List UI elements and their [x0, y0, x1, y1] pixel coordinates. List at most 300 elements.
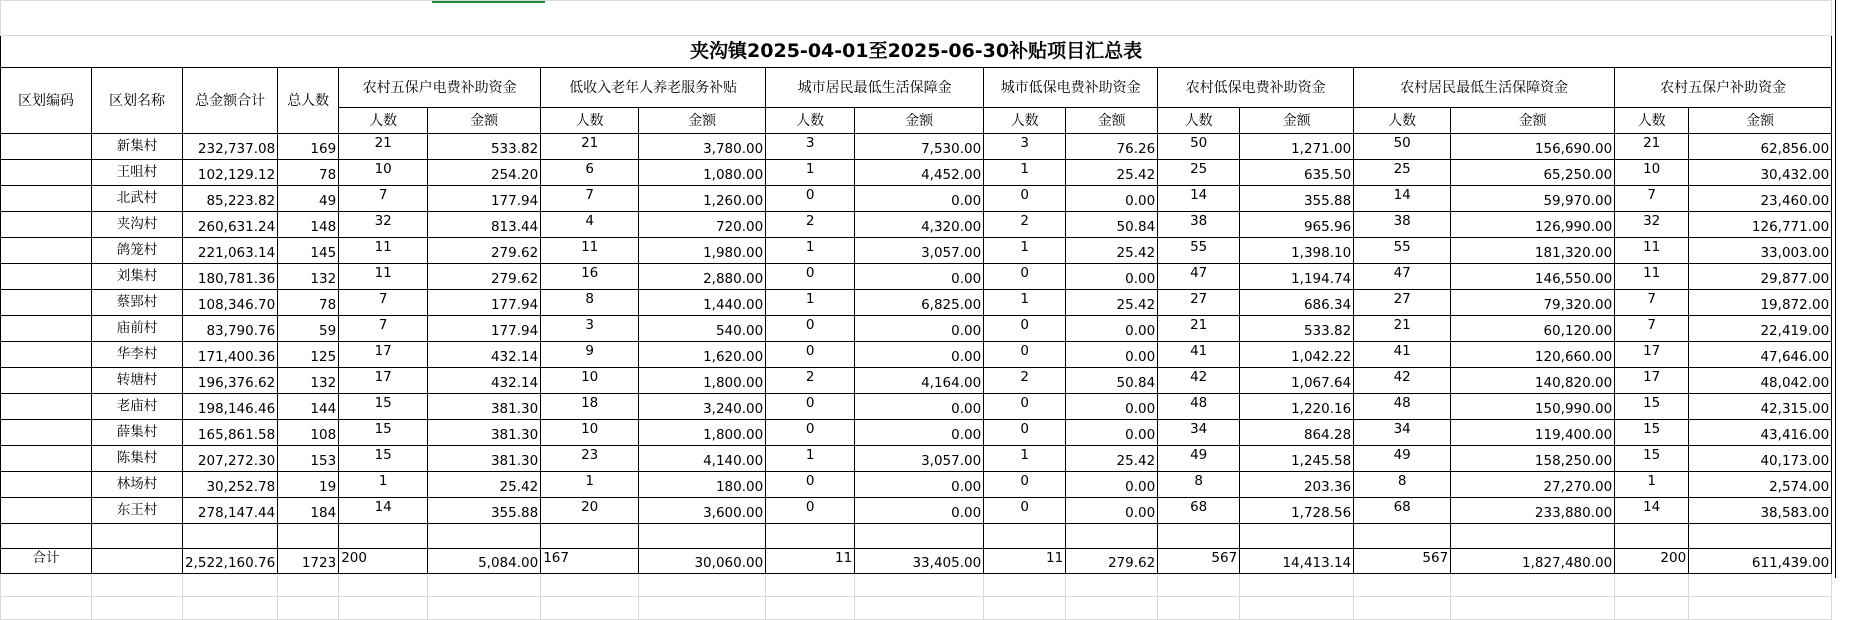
totals-group-amount[interactable]: 279.62 [1066, 549, 1158, 574]
cell-amount[interactable]: 1,220.16 [1240, 394, 1354, 420]
cell-people[interactable]: 1 [766, 290, 855, 316]
cell-amount[interactable]: 7,530.00 [855, 134, 984, 160]
cell-amount[interactable]: 279.62 [428, 238, 541, 264]
cell-total-people[interactable]: 78 [278, 290, 339, 316]
grid-cell[interactable] [1240, 597, 1354, 620]
cell-people[interactable]: 68 [1158, 498, 1240, 524]
totals-group-people[interactable]: 167 [541, 549, 639, 574]
cell-people[interactable]: 7 [1615, 186, 1689, 212]
cell-people[interactable]: 1 [1615, 472, 1689, 498]
cell-amount[interactable]: 4,452.00 [855, 160, 984, 186]
cell-people[interactable]: 49 [1354, 446, 1451, 472]
cell-amount[interactable]: 965.96 [1240, 212, 1354, 238]
header-people[interactable]: 人数 [1158, 108, 1240, 134]
cell-people[interactable]: 41 [1158, 342, 1240, 368]
header-people[interactable]: 人数 [541, 108, 639, 134]
cell-amount[interactable]: 355.88 [428, 498, 541, 524]
cell-people[interactable]: 1 [984, 446, 1066, 472]
cell-people[interactable]: 7 [339, 316, 428, 342]
grid-cell[interactable] [1158, 597, 1240, 620]
cell-code[interactable] [1, 394, 92, 420]
cell-code[interactable] [1, 264, 92, 290]
cell-people[interactable]: 1 [984, 290, 1066, 316]
empty-cell[interactable] [183, 524, 278, 549]
cell-amount[interactable]: 119,400.00 [1451, 420, 1615, 446]
cell-name[interactable]: 新集村 [92, 134, 183, 160]
grid-cell[interactable] [855, 597, 984, 620]
header-total-amount[interactable]: 总金额合计 [183, 68, 278, 134]
cell-name[interactable]: 蔡郢村 [92, 290, 183, 316]
cell-people[interactable]: 10 [541, 368, 639, 394]
cell-amount[interactable]: 635.50 [1240, 160, 1354, 186]
totals-label[interactable]: 合计 [1, 549, 92, 574]
cell-total-people[interactable]: 132 [278, 368, 339, 394]
cell-name[interactable]: 老庙村 [92, 394, 183, 420]
cell-people[interactable]: 14 [1615, 498, 1689, 524]
cell-people[interactable]: 49 [1158, 446, 1240, 472]
cell-people[interactable]: 1 [339, 472, 428, 498]
cell-amount[interactable]: 1,080.00 [639, 160, 766, 186]
cell-name[interactable]: 鸽笼村 [92, 238, 183, 264]
cell-amount[interactable]: 177.94 [428, 316, 541, 342]
cell-people[interactable]: 15 [1615, 446, 1689, 472]
cell-amount[interactable]: 177.94 [428, 186, 541, 212]
cell-people[interactable]: 17 [339, 368, 428, 394]
cell-amount[interactable]: 0.00 [855, 394, 984, 420]
cell-name[interactable]: 林场村 [92, 472, 183, 498]
cell-amount[interactable]: 140,820.00 [1451, 368, 1615, 394]
grid-cell[interactable] [1354, 574, 1451, 597]
cell-code[interactable] [1, 342, 92, 368]
cell-people[interactable]: 1 [766, 160, 855, 186]
cell-people[interactable]: 3 [766, 134, 855, 160]
cell-amount[interactable]: 25.42 [1066, 290, 1158, 316]
cell-amount[interactable]: 0.00 [1066, 498, 1158, 524]
cell-code[interactable] [1, 212, 92, 238]
cell-people[interactable]: 55 [1354, 238, 1451, 264]
cell-total-amount[interactable]: 196,376.62 [183, 368, 278, 394]
cell-amount[interactable]: 120,660.00 [1451, 342, 1615, 368]
cell-people[interactable]: 9 [541, 342, 639, 368]
cell-people[interactable]: 0 [984, 472, 1066, 498]
cell-amount[interactable]: 27,270.00 [1451, 472, 1615, 498]
cell-name[interactable]: 华李村 [92, 342, 183, 368]
empty-cell[interactable] [1689, 524, 1832, 549]
header-group[interactable]: 城市低保电费补助资金 [984, 68, 1158, 108]
cell-people[interactable]: 0 [984, 186, 1066, 212]
grid-cell[interactable] [766, 574, 855, 597]
empty-cell[interactable] [92, 524, 183, 549]
totals-group-people[interactable]: 200 [339, 549, 428, 574]
cell-total-amount[interactable]: 83,790.76 [183, 316, 278, 342]
cell-amount[interactable]: 1,398.10 [1240, 238, 1354, 264]
cell-code[interactable] [1, 498, 92, 524]
cell-total-amount[interactable]: 180,781.36 [183, 264, 278, 290]
cell-people[interactable]: 0 [766, 316, 855, 342]
header-people[interactable]: 人数 [984, 108, 1066, 134]
cell-people[interactable]: 38 [1158, 212, 1240, 238]
cell-people[interactable]: 4 [541, 212, 639, 238]
header-amount[interactable]: 金额 [1689, 108, 1832, 134]
empty-cell[interactable] [339, 524, 428, 549]
cell-amount[interactable]: 19,872.00 [1689, 290, 1832, 316]
cell-people[interactable]: 10 [1615, 160, 1689, 186]
cell-amount[interactable]: 233,880.00 [1451, 498, 1615, 524]
cell-total-people[interactable]: 132 [278, 264, 339, 290]
totals-group-amount[interactable]: 30,060.00 [639, 549, 766, 574]
cell-amount[interactable]: 25.42 [428, 472, 541, 498]
table-title[interactable]: 夹沟镇2025-04-01至2025-06-30补贴项目汇总表 [1, 36, 1832, 68]
cell-amount[interactable]: 1,980.00 [639, 238, 766, 264]
cell-people[interactable]: 3 [984, 134, 1066, 160]
cell-code[interactable] [1, 238, 92, 264]
grid-cell[interactable] [183, 597, 278, 620]
cell-amount[interactable]: 79,320.00 [1451, 290, 1615, 316]
header-group[interactable]: 农村低保电费补助资金 [1158, 68, 1354, 108]
cell-people[interactable]: 0 [984, 264, 1066, 290]
cell-amount[interactable]: 50.84 [1066, 368, 1158, 394]
cell-amount[interactable]: 33,003.00 [1689, 238, 1832, 264]
cell-amount[interactable]: 126,771.00 [1689, 212, 1832, 238]
cell-people[interactable]: 15 [1615, 420, 1689, 446]
cell-amount[interactable]: 0.00 [855, 498, 984, 524]
cell-people[interactable]: 0 [984, 342, 1066, 368]
cell-amount[interactable]: 1,067.64 [1240, 368, 1354, 394]
totals-group-people[interactable]: 567 [1158, 549, 1240, 574]
cell-total-amount[interactable]: 221,063.14 [183, 238, 278, 264]
cell-total-people[interactable]: 148 [278, 212, 339, 238]
totals-group-amount[interactable]: 14,413.14 [1240, 549, 1354, 574]
cell-amount[interactable]: 0.00 [855, 342, 984, 368]
cell-people[interactable]: 1 [541, 472, 639, 498]
cell-people[interactable]: 38 [1354, 212, 1451, 238]
grid-cell[interactable] [855, 574, 984, 597]
cell-amount[interactable]: 533.82 [1240, 316, 1354, 342]
cell-total-amount[interactable]: 278,147.44 [183, 498, 278, 524]
cell-people[interactable]: 0 [766, 186, 855, 212]
grid-cell[interactable] [92, 574, 183, 597]
cell-people[interactable]: 25 [1158, 160, 1240, 186]
grid-cell[interactable] [1, 597, 92, 620]
cell-people[interactable]: 34 [1158, 420, 1240, 446]
cell-amount[interactable]: 540.00 [639, 316, 766, 342]
cell-code[interactable] [1, 134, 92, 160]
grid-cell[interactable] [1689, 574, 1832, 597]
cell-amount[interactable]: 47,646.00 [1689, 342, 1832, 368]
empty-cell[interactable] [1615, 524, 1689, 549]
cell-amount[interactable]: 3,057.00 [855, 446, 984, 472]
grid-cell[interactable] [1689, 597, 1832, 620]
header-amount[interactable]: 金额 [639, 108, 766, 134]
cell-amount[interactable]: 4,320.00 [855, 212, 984, 238]
cell-total-amount[interactable]: 165,861.58 [183, 420, 278, 446]
cell-people[interactable]: 27 [1158, 290, 1240, 316]
cell-amount[interactable]: 25.42 [1066, 446, 1158, 472]
grid-cell[interactable] [428, 597, 541, 620]
cell-total-amount[interactable]: 207,272.30 [183, 446, 278, 472]
cell-people[interactable]: 48 [1158, 394, 1240, 420]
cell-amount[interactable]: 1,800.00 [639, 368, 766, 394]
header-people[interactable]: 人数 [1615, 108, 1689, 134]
totals-name[interactable] [92, 549, 183, 574]
cell-total-people[interactable]: 153 [278, 446, 339, 472]
cell-people[interactable]: 0 [984, 316, 1066, 342]
totals-people[interactable]: 1723 [278, 549, 339, 574]
cell-name[interactable]: 夹沟村 [92, 212, 183, 238]
cell-people[interactable]: 10 [339, 160, 428, 186]
cell-total-people[interactable]: 145 [278, 238, 339, 264]
empty-cell[interactable] [766, 524, 855, 549]
grid-cell[interactable] [1354, 597, 1451, 620]
cell-people[interactable]: 0 [766, 498, 855, 524]
cell-amount[interactable]: 355.88 [1240, 186, 1354, 212]
cell-amount[interactable]: 4,140.00 [639, 446, 766, 472]
cell-people[interactable]: 55 [1158, 238, 1240, 264]
cell-amount[interactable]: 0.00 [1066, 264, 1158, 290]
header-total-people[interactable]: 总人数 [278, 68, 339, 134]
empty-cell[interactable] [1, 524, 92, 549]
cell-amount[interactable]: 279.62 [428, 264, 541, 290]
cell-amount[interactable]: 150,990.00 [1451, 394, 1615, 420]
cell-amount[interactable]: 1,440.00 [639, 290, 766, 316]
cell-people[interactable]: 32 [339, 212, 428, 238]
cell-amount[interactable]: 4,164.00 [855, 368, 984, 394]
cell-people[interactable]: 11 [339, 238, 428, 264]
cell-amount[interactable]: 0.00 [1066, 472, 1158, 498]
totals-group-amount[interactable]: 5,084.00 [428, 549, 541, 574]
cell-amount[interactable]: 3,240.00 [639, 394, 766, 420]
cell-total-amount[interactable]: 30,252.78 [183, 472, 278, 498]
cell-people[interactable]: 17 [339, 342, 428, 368]
cell-people[interactable]: 8 [1354, 472, 1451, 498]
cell-people[interactable]: 47 [1158, 264, 1240, 290]
grid-cell[interactable] [541, 597, 639, 620]
cell-amount[interactable]: 1,260.00 [639, 186, 766, 212]
header-amount[interactable]: 金额 [1066, 108, 1158, 134]
cell-amount[interactable]: 146,550.00 [1451, 264, 1615, 290]
cell-people[interactable]: 27 [1354, 290, 1451, 316]
grid-cell[interactable] [1066, 597, 1158, 620]
grid-cell[interactable] [183, 574, 278, 597]
cell-amount[interactable]: 1,800.00 [639, 420, 766, 446]
cell-people[interactable]: 42 [1158, 368, 1240, 394]
cell-amount[interactable]: 720.00 [639, 212, 766, 238]
empty-cell[interactable] [855, 524, 984, 549]
cell-amount[interactable]: 1,042.22 [1240, 342, 1354, 368]
cell-code[interactable] [1, 368, 92, 394]
cell-amount[interactable]: 43,416.00 [1689, 420, 1832, 446]
cell-people[interactable]: 7 [541, 186, 639, 212]
header-name[interactable]: 区划名称 [92, 68, 183, 134]
grid-cell[interactable] [639, 574, 766, 597]
cell-total-people[interactable]: 78 [278, 160, 339, 186]
cell-code[interactable] [1, 446, 92, 472]
cell-people[interactable]: 0 [984, 420, 1066, 446]
cell-code[interactable] [1, 316, 92, 342]
grid-cell[interactable] [1240, 574, 1354, 597]
totals-group-amount[interactable]: 1,827,480.00 [1451, 549, 1615, 574]
cell-amount[interactable]: 6,825.00 [855, 290, 984, 316]
cell-people[interactable]: 21 [339, 134, 428, 160]
cell-people[interactable]: 41 [1354, 342, 1451, 368]
empty-cell[interactable] [1451, 524, 1615, 549]
grid-cell[interactable] [1066, 574, 1158, 597]
grid-cell[interactable] [1158, 574, 1240, 597]
cell-code[interactable] [1, 160, 92, 186]
cell-amount[interactable]: 2,880.00 [639, 264, 766, 290]
cell-people[interactable]: 1 [984, 238, 1066, 264]
cell-amount[interactable]: 864.28 [1240, 420, 1354, 446]
cell-people[interactable]: 0 [766, 394, 855, 420]
cell-total-amount[interactable]: 232,737.08 [183, 134, 278, 160]
cell-people[interactable]: 14 [1354, 186, 1451, 212]
grid-cell[interactable] [339, 574, 428, 597]
cell-people[interactable]: 21 [1354, 316, 1451, 342]
header-people[interactable]: 人数 [339, 108, 428, 134]
cell-amount[interactable]: 0.00 [1066, 316, 1158, 342]
cell-people[interactable]: 0 [984, 498, 1066, 524]
cell-amount[interactable]: 1,194.74 [1240, 264, 1354, 290]
grid-cell[interactable] [541, 574, 639, 597]
header-group[interactable]: 低收入老年人养老服务补贴 [541, 68, 766, 108]
cell-total-people[interactable]: 108 [278, 420, 339, 446]
cell-amount[interactable]: 177.94 [428, 290, 541, 316]
cell-amount[interactable]: 381.30 [428, 446, 541, 472]
cell-amount[interactable]: 813.44 [428, 212, 541, 238]
cell-amount[interactable]: 203.36 [1240, 472, 1354, 498]
cell-total-people[interactable]: 125 [278, 342, 339, 368]
header-code[interactable]: 区划编码 [1, 68, 92, 134]
cell-amount[interactable]: 533.82 [428, 134, 541, 160]
cell-amount[interactable]: 381.30 [428, 420, 541, 446]
cell-total-amount[interactable]: 198,146.46 [183, 394, 278, 420]
cell-people[interactable]: 10 [541, 420, 639, 446]
cell-people[interactable]: 15 [339, 446, 428, 472]
cell-code[interactable] [1, 420, 92, 446]
totals-amount[interactable]: 2,522,160.76 [183, 549, 278, 574]
cell-people[interactable]: 0 [766, 472, 855, 498]
cell-amount[interactable]: 40,173.00 [1689, 446, 1832, 472]
cell-code[interactable] [1, 290, 92, 316]
cell-total-amount[interactable]: 102,129.12 [183, 160, 278, 186]
cell-total-people[interactable]: 59 [278, 316, 339, 342]
cell-people[interactable]: 2 [766, 368, 855, 394]
cell-people[interactable]: 11 [339, 264, 428, 290]
cell-name[interactable]: 转塘村 [92, 368, 183, 394]
spacer-cell[interactable] [1, 1, 1832, 36]
cell-amount[interactable]: 23,460.00 [1689, 186, 1832, 212]
cell-people[interactable]: 2 [984, 368, 1066, 394]
cell-code[interactable] [1, 472, 92, 498]
cell-people[interactable]: 21 [1158, 316, 1240, 342]
cell-amount[interactable]: 181,320.00 [1451, 238, 1615, 264]
cell-people[interactable]: 21 [1615, 134, 1689, 160]
header-amount[interactable]: 金额 [428, 108, 541, 134]
totals-group-people[interactable]: 567 [1354, 549, 1451, 574]
header-people[interactable]: 人数 [1354, 108, 1451, 134]
cell-amount[interactable]: 3,600.00 [639, 498, 766, 524]
cell-people[interactable]: 50 [1158, 134, 1240, 160]
cell-amount[interactable]: 42,315.00 [1689, 394, 1832, 420]
cell-people[interactable]: 7 [339, 186, 428, 212]
cell-amount[interactable]: 30,432.00 [1689, 160, 1832, 186]
cell-amount[interactable]: 432.14 [428, 342, 541, 368]
cell-amount[interactable]: 3,057.00 [855, 238, 984, 264]
cell-amount[interactable]: 0.00 [1066, 186, 1158, 212]
totals-group-people[interactable]: 11 [766, 549, 855, 574]
cell-people[interactable]: 1 [766, 446, 855, 472]
cell-amount[interactable]: 76.26 [1066, 134, 1158, 160]
cell-amount[interactable]: 126,990.00 [1451, 212, 1615, 238]
empty-cell[interactable] [428, 524, 541, 549]
cell-people[interactable]: 32 [1615, 212, 1689, 238]
cell-amount[interactable]: 50.84 [1066, 212, 1158, 238]
cell-people[interactable]: 11 [1615, 238, 1689, 264]
header-group[interactable]: 城市居民最低生活保障金 [766, 68, 984, 108]
cell-name[interactable]: 刘集村 [92, 264, 183, 290]
cell-amount[interactable]: 3,780.00 [639, 134, 766, 160]
totals-group-people[interactable]: 11 [984, 549, 1066, 574]
cell-amount[interactable]: 0.00 [855, 316, 984, 342]
empty-cell[interactable] [1240, 524, 1354, 549]
cell-amount[interactable]: 432.14 [428, 368, 541, 394]
cell-people[interactable]: 47 [1354, 264, 1451, 290]
cell-total-people[interactable]: 49 [278, 186, 339, 212]
cell-people[interactable]: 0 [766, 420, 855, 446]
cell-total-amount[interactable]: 171,400.36 [183, 342, 278, 368]
cell-people[interactable]: 8 [1158, 472, 1240, 498]
grid-cell[interactable] [1615, 574, 1689, 597]
cell-people[interactable]: 15 [339, 420, 428, 446]
cell-people[interactable]: 16 [541, 264, 639, 290]
totals-group-people[interactable]: 200 [1615, 549, 1689, 574]
cell-amount[interactable]: 48,042.00 [1689, 368, 1832, 394]
cell-name[interactable]: 东王村 [92, 498, 183, 524]
cell-people[interactable]: 14 [339, 498, 428, 524]
empty-cell[interactable] [1354, 524, 1451, 549]
cell-people[interactable]: 6 [541, 160, 639, 186]
cell-people[interactable]: 25 [1354, 160, 1451, 186]
cell-amount[interactable]: 0.00 [855, 264, 984, 290]
cell-amount[interactable]: 156,690.00 [1451, 134, 1615, 160]
header-group[interactable]: 农村居民最低生活保障资金 [1354, 68, 1615, 108]
cell-people[interactable]: 68 [1354, 498, 1451, 524]
grid-cell[interactable] [339, 597, 428, 620]
cell-amount[interactable]: 1,271.00 [1240, 134, 1354, 160]
empty-cell[interactable] [1066, 524, 1158, 549]
cell-amount[interactable]: 180.00 [639, 472, 766, 498]
cell-people[interactable]: 3 [541, 316, 639, 342]
cell-name[interactable]: 薛集村 [92, 420, 183, 446]
cell-name[interactable]: 庙前村 [92, 316, 183, 342]
cell-amount[interactable]: 62,856.00 [1689, 134, 1832, 160]
cell-people[interactable]: 0 [766, 342, 855, 368]
totals-group-amount[interactable]: 33,405.00 [855, 549, 984, 574]
cell-people[interactable]: 7 [1615, 316, 1689, 342]
cell-people[interactable]: 7 [339, 290, 428, 316]
cell-people[interactable]: 0 [984, 394, 1066, 420]
cell-amount[interactable]: 59,970.00 [1451, 186, 1615, 212]
cell-total-people[interactable]: 19 [278, 472, 339, 498]
cell-people[interactable]: 17 [1615, 342, 1689, 368]
header-people[interactable]: 人数 [766, 108, 855, 134]
header-group[interactable]: 农村五保户电费补助资金 [339, 68, 541, 108]
cell-amount[interactable]: 254.20 [428, 160, 541, 186]
cell-code[interactable] [1, 186, 92, 212]
cell-people[interactable]: 48 [1354, 394, 1451, 420]
header-amount[interactable]: 金额 [1240, 108, 1354, 134]
grid-cell[interactable] [1, 574, 92, 597]
